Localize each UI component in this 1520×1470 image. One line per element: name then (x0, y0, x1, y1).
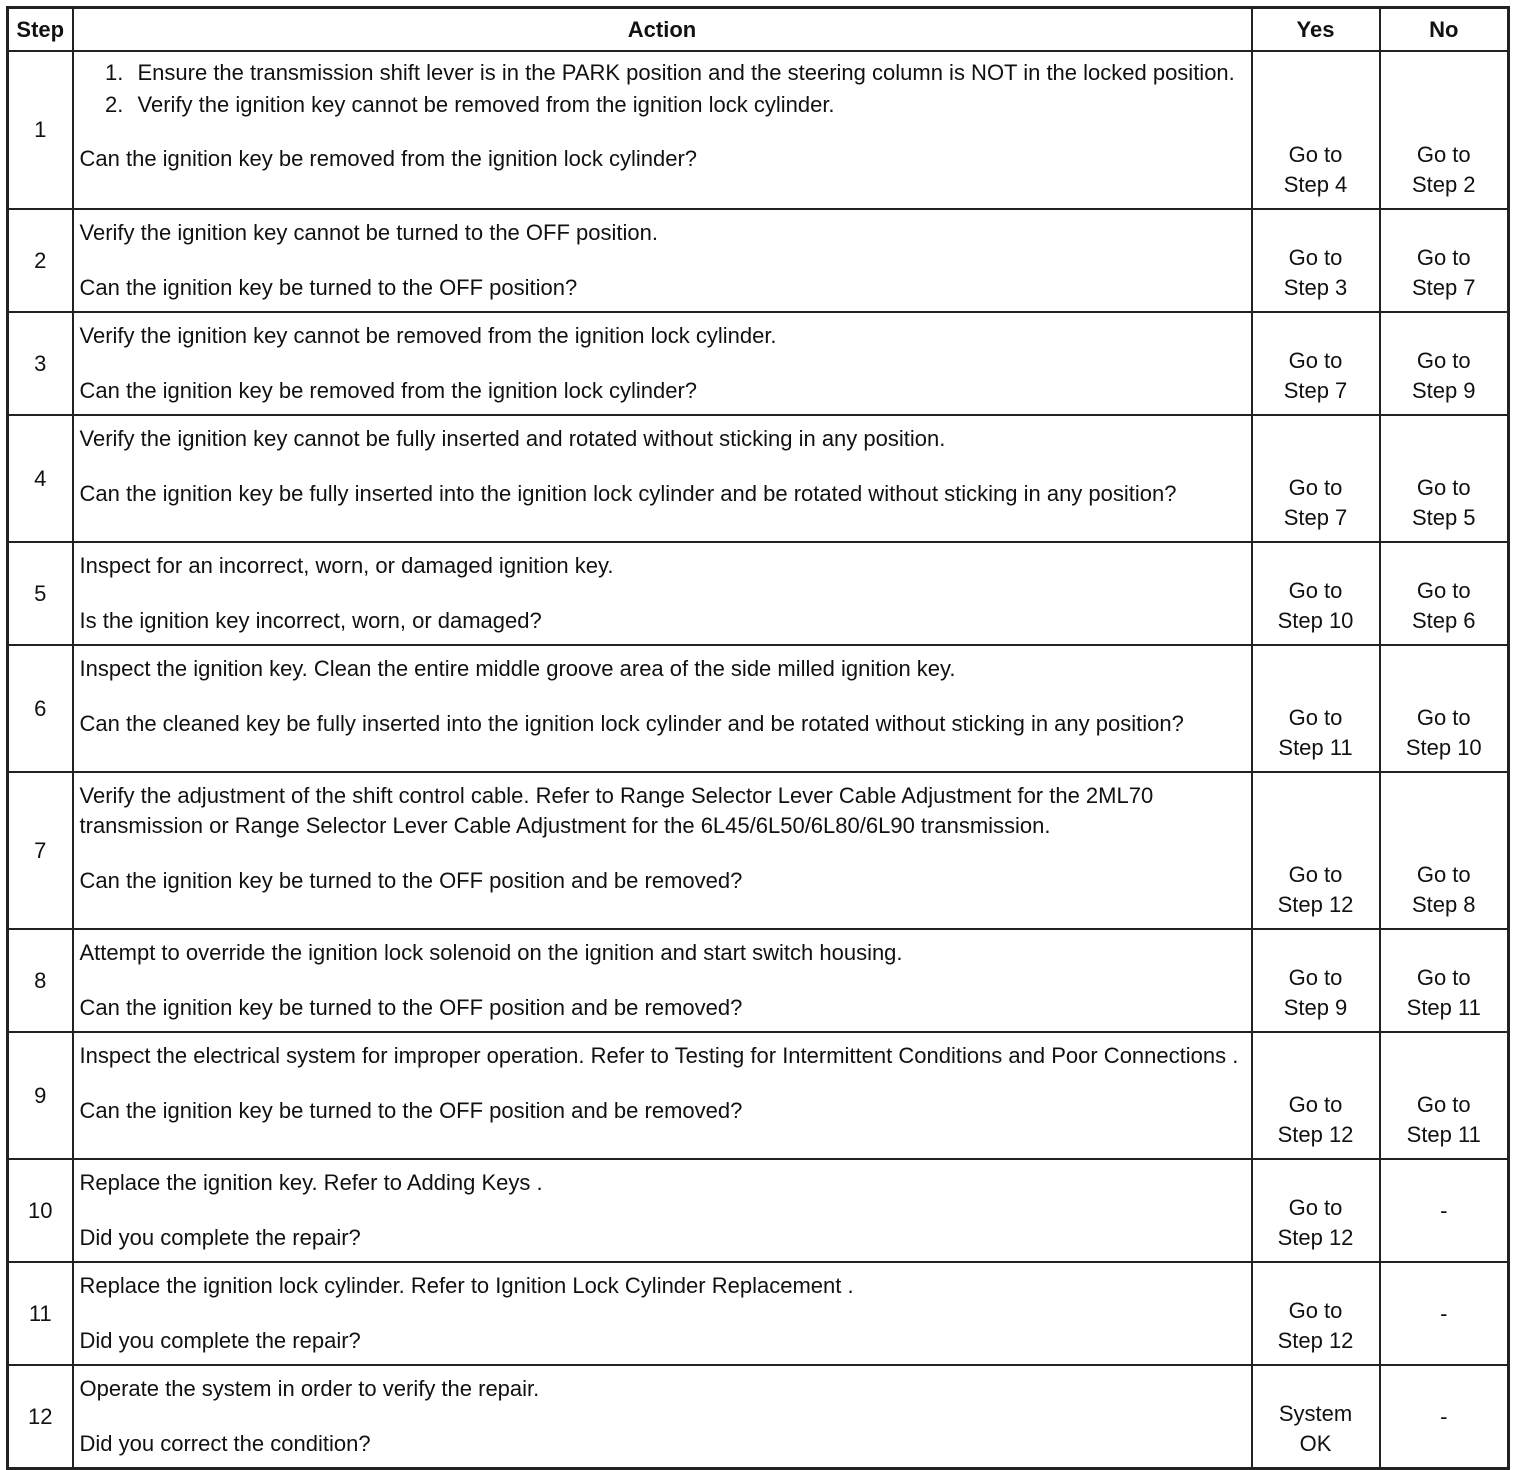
no-line: Step 9 (1411, 378, 1476, 403)
instruction-text: Inspect for an incorrect, worn, or damaged ignition key. (79, 553, 614, 578)
no-line: Go to (1416, 862, 1471, 887)
no-line: - (1440, 1300, 1448, 1326)
yes-line: Go to (1288, 1195, 1343, 1220)
table-row (8, 312, 1509, 415)
yes-line: Go to (1288, 705, 1343, 730)
yes-cell (1252, 1159, 1380, 1262)
yes-line: Step 12 (1277, 1122, 1354, 1147)
yes-cell (1252, 929, 1380, 1032)
no-line: Step 11 (1406, 995, 1481, 1020)
question-text: Did you correct the condition? (79, 1431, 371, 1456)
yes-cell (1252, 209, 1380, 312)
step-number: 3 (8, 312, 73, 415)
table-row (8, 51, 1509, 209)
no-line: - (1440, 1403, 1448, 1429)
no-line: Step 2 (1411, 172, 1476, 197)
yes-line: Step 9 (1283, 995, 1348, 1020)
no-line: Step 6 (1411, 608, 1476, 633)
yes-cell (1252, 542, 1380, 645)
yes-cell (1252, 1032, 1380, 1159)
yes-line: Step 4 (1283, 172, 1348, 197)
yes-line: Go to (1288, 348, 1343, 373)
header-step: Step (8, 8, 73, 52)
no-cell (1380, 1262, 1509, 1365)
no-cell (1380, 51, 1509, 209)
no-line: Go to (1416, 1092, 1471, 1117)
no-cell (1380, 645, 1509, 772)
yes-line: Step 11 (1278, 735, 1353, 760)
question-text: Can the ignition key be removed from the ignition lock cylinder? (79, 146, 698, 171)
instruction-text: Verify the ignition key cannot be fully inserted and rotated without sticking in any position. (79, 426, 946, 451)
action-cell (73, 542, 1252, 645)
instruction-text: Verify the ignition key cannot be removed from the ignition lock cylinder. (79, 323, 777, 348)
question-text: Did you complete the repair? (79, 1225, 361, 1250)
header-action: Action (73, 8, 1252, 52)
question-text: Can the ignition key be removed from the ignition lock cylinder? (79, 378, 698, 403)
no-cell (1380, 312, 1509, 415)
instruction-text: Replace the ignition lock cylinder. Refer to Ignition Lock Cylinder Replacement . (79, 1273, 854, 1298)
no-line: Step 11 (1406, 1122, 1481, 1147)
yes-cell (1252, 772, 1380, 929)
no-line: Step 10 (1405, 735, 1482, 760)
no-line: - (1440, 1197, 1448, 1223)
yes-line: Go to (1288, 142, 1343, 167)
step-number: 7 (8, 772, 73, 929)
step-number: 9 (8, 1032, 73, 1159)
instruction-text: Replace the ignition key. Refer to Adding Keys . (79, 1170, 543, 1195)
step-number: 12 (8, 1365, 73, 1469)
no-line: Go to (1416, 475, 1471, 500)
no-cell (1380, 1365, 1509, 1469)
yes-cell (1252, 51, 1380, 209)
yes-line: Go to (1288, 965, 1343, 990)
no-cell (1380, 415, 1509, 542)
table-row (8, 1365, 1509, 1469)
table-row (8, 1262, 1509, 1365)
step-number: 5 (8, 542, 73, 645)
header-row (8, 8, 1509, 52)
yes-line: Go to (1288, 1092, 1343, 1117)
no-line: Step 8 (1411, 892, 1476, 917)
question-text: Is the ignition key incorrect, worn, or damaged? (79, 608, 542, 633)
yes-line: Go to (1288, 475, 1343, 500)
no-cell (1380, 209, 1509, 312)
instruction-text: Inspect the ignition key. Clean the entire middle groove area of the side milled ignition key. (79, 656, 956, 681)
yes-cell (1252, 1365, 1380, 1469)
yes-line: Go to (1288, 862, 1343, 887)
no-line: Step 5 (1411, 505, 1476, 530)
action-cell (73, 1032, 1252, 1159)
action-cell (73, 929, 1252, 1032)
step-number: 4 (8, 415, 73, 542)
no-cell (1380, 542, 1509, 645)
question-text: Did you complete the repair? (79, 1328, 361, 1353)
yes-cell (1252, 415, 1380, 542)
instruction-text: Verify the adjustment of the shift control cable. Refer to Range Selector Lever Cable Adjustment for the 2ML70 transmission or Range Selector Lever Cable Adjustment for the 6L45/6L50/6L80/6L90 transmission. (79, 783, 1154, 838)
action-cell (73, 645, 1252, 772)
yes-line: Step 10 (1277, 608, 1354, 633)
header-yes: Yes (1252, 8, 1380, 52)
table-row (8, 1159, 1509, 1262)
yes-line: Step 7 (1283, 505, 1348, 530)
list-item: 2. Verify the ignition key cannot be removed from the ignition lock cylinder. (130, 90, 1243, 120)
no-line: Step 7 (1411, 275, 1476, 300)
no-line: Go to (1416, 578, 1471, 603)
step-number: 10 (8, 1159, 73, 1262)
yes-line: Go to (1288, 245, 1343, 270)
instruction-text: Operate the system in order to verify the repair. (79, 1376, 540, 1401)
question-text: Can the cleaned key be fully inserted into the ignition lock cylinder and be rotated without sticking in any position? (79, 711, 1184, 736)
table-row (8, 1032, 1509, 1159)
action-cell (73, 1159, 1252, 1262)
action-cell (73, 51, 1252, 209)
no-cell (1380, 1159, 1509, 1262)
instruction-list (80, 58, 1243, 120)
no-cell (1380, 1032, 1509, 1159)
action-cell (73, 772, 1252, 929)
action-cell (73, 209, 1252, 312)
step-number: 6 (8, 645, 73, 772)
question-text: Can the ignition key be fully inserted into the ignition lock cylinder and be rotated without sticking in any position? (79, 481, 1177, 506)
yes-line: Go to (1288, 578, 1343, 603)
step-number: 11 (8, 1262, 73, 1365)
step-number: 8 (8, 929, 73, 1032)
question-text: Can the ignition key be turned to the OFF position and be removed? (79, 1098, 743, 1123)
no-line: Go to (1416, 348, 1471, 373)
question-text: Can the ignition key be turned to the OFF position and be removed? (79, 995, 743, 1020)
yes-cell (1252, 312, 1380, 415)
table-row (8, 772, 1509, 929)
header-no: No (1380, 8, 1509, 52)
step-number: 2 (8, 209, 73, 312)
yes-line: Step 7 (1283, 378, 1348, 403)
question-text: Can the ignition key be turned to the OFF position? (79, 275, 578, 300)
action-cell (73, 415, 1252, 542)
table-row (8, 542, 1509, 645)
no-line: Go to (1416, 142, 1471, 167)
yes-line: Step 12 (1277, 1225, 1354, 1250)
yes-cell (1252, 645, 1380, 772)
yes-line: System (1278, 1401, 1353, 1426)
instruction-text: Attempt to override the ignition lock solenoid on the ignition and start switch housing. (79, 940, 903, 965)
yes-line: Step 12 (1277, 892, 1354, 917)
no-cell (1380, 772, 1509, 929)
table-row (8, 415, 1509, 542)
no-line: Go to (1416, 705, 1471, 730)
table-row (8, 929, 1509, 1032)
instruction-text: Inspect the electrical system for improper operation. Refer to Testing for Intermittent Conditions and Poor Connections . (79, 1043, 1239, 1068)
no-line: Go to (1416, 965, 1471, 990)
action-cell (73, 1262, 1252, 1365)
no-line: Go to (1416, 245, 1471, 270)
list-item: 1. Ensure the transmission shift lever is in the PARK position and the steering column is NOT in the locked position. (130, 58, 1243, 88)
no-cell (1380, 929, 1509, 1032)
diagnostic-table (6, 6, 1510, 1470)
table-row (8, 645, 1509, 772)
yes-line: Step 12 (1277, 1328, 1354, 1353)
question-text: Can the ignition key be turned to the OFF position and be removed? (79, 868, 743, 893)
yes-line: Go to (1288, 1298, 1343, 1323)
action-cell (73, 1365, 1252, 1469)
table-row (8, 209, 1509, 312)
yes-cell (1252, 1262, 1380, 1365)
yes-line: OK (1299, 1431, 1332, 1456)
action-cell (73, 312, 1252, 415)
instruction-text: Verify the ignition key cannot be turned to the OFF position. (79, 220, 658, 245)
step-number: 1 (8, 51, 73, 209)
yes-line: Step 3 (1283, 275, 1348, 300)
